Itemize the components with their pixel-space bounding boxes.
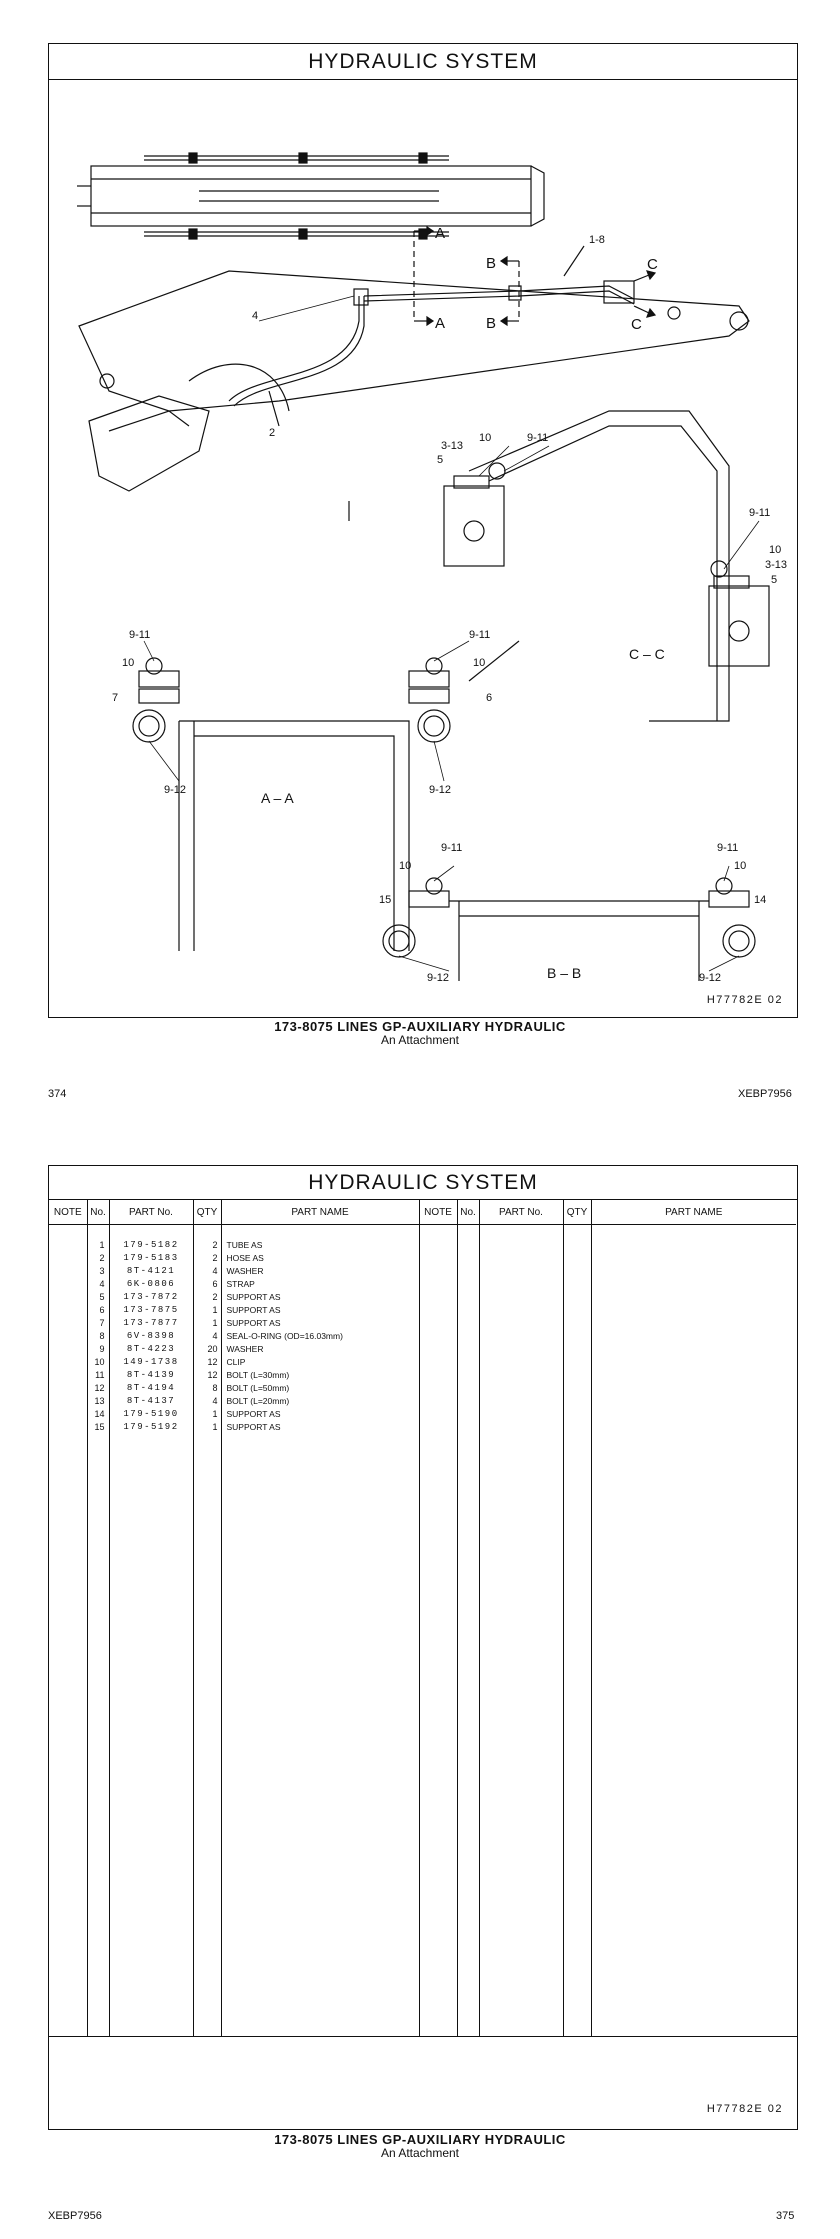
part-name: SEAL-O-RING (OD=16.03mm) [221,1330,419,1343]
table-row [49,1382,796,1395]
part-qty: 1 [193,1421,221,1434]
part-number-index: 11 [87,1369,109,1382]
section-a-bottom: A [435,315,446,332]
callout-4: 4 [252,310,259,322]
label-section-cc: C – C [629,646,665,662]
part-qty: 1 [193,1304,221,1317]
drawing-code: H77782E 02 [706,2103,783,2115]
table-row [49,1408,796,1421]
label-section-bb: B – B [547,965,582,981]
drawing-code: H77782E 02 [706,994,783,1006]
part-qty: 2 [193,1252,221,1265]
part-qty: 1 [193,1408,221,1421]
part-number-index: 3 [87,1265,109,1278]
section-b-bottom: B [486,315,497,332]
col-part-no: PART No. [109,1200,193,1225]
table-row [49,1225,796,1253]
col-no-2: No. [457,1200,479,1225]
part-number-index: 10 [87,1356,109,1369]
table-row [49,1395,796,1408]
table-row [49,1265,796,1278]
callout-aa-9-12: 9-12 [164,784,187,796]
part-number-index: 6 [87,1304,109,1317]
table-row [49,1369,796,1382]
part-number: 179-5183 [109,1252,193,1265]
hydraulic-lines-drawing [49,81,797,981]
callout-bb-9-12: 9-12 [427,972,450,981]
callout-bb-r-9-11: 9-11 [717,842,739,854]
callout-bb-10: 10 [399,860,412,872]
part-name: SUPPORT AS [221,1317,419,1330]
part-number: 6K-0806 [109,1278,193,1291]
part-number-index: 13 [87,1395,109,1408]
col-qty: QTY [193,1200,221,1225]
part-number-index: 15 [87,1421,109,1434]
table-row [49,1304,796,1317]
part-number: 179-5190 [109,1408,193,1421]
part-number: 173-7875 [109,1304,193,1317]
part-name: HOSE AS [221,1252,419,1265]
part-number: 6V-8398 [109,1330,193,1343]
part-qty: 4 [193,1330,221,1343]
col-part-no-2: PART No. [479,1200,563,1225]
caption-title: 173-8075 LINES GP-AUXILIARY HYDRAULIC [274,1019,566,1034]
part-number: 173-7877 [109,1317,193,1330]
page-number-left: 374 [48,1088,67,1100]
detail-cc [444,411,769,721]
callout-cc-9-11: 9-11 [527,432,549,444]
callout-cc-r-5: 5 [771,574,778,586]
part-name: SUPPORT AS [221,1408,419,1421]
doc-number-left: XEBP7956 [48,2210,102,2222]
callout-cc-10: 10 [479,432,492,444]
part-name: STRAP [221,1278,419,1291]
part-name: SUPPORT AS [221,1421,419,1434]
col-part-name: PART NAME [221,1200,419,1225]
callout-cc-3-13: 3-13 [441,440,464,452]
part-number: 8T-4139 [109,1369,193,1382]
col-qty-2: QTY [563,1200,591,1225]
part-number: 8T-4194 [109,1382,193,1395]
callout-1-8: 1-8 [589,234,605,246]
part-number-index: 1 [87,1225,109,1253]
part-name: BOLT (L=50mm) [221,1382,419,1395]
col-note: NOTE [49,1200,87,1225]
part-name: BOLT (L=30mm) [221,1369,419,1382]
part-number-index: 8 [87,1330,109,1343]
parts-table [49,1200,796,2036]
part-name: WASHER [221,1343,419,1356]
part-name: SUPPORT AS [221,1291,419,1304]
callout-cc-r-9-11: 9-11 [749,507,771,519]
part-number-index: 7 [87,1317,109,1330]
part-qty: 20 [193,1343,221,1356]
part-name: TUBE AS [221,1225,419,1253]
section-b-top: B [486,255,497,272]
callout-aa-r-9-11: 9-11 [469,629,491,641]
table-filler-row [49,1434,796,2036]
col-note-2: NOTE [419,1200,457,1225]
part-qty: 12 [193,1369,221,1382]
callout-cc-5: 5 [437,454,444,466]
table-row [49,1252,796,1265]
part-number: 8T-4223 [109,1343,193,1356]
section-c-top: C [647,256,658,273]
callout-bb-r-10: 10 [734,860,747,872]
callout-bb-9-11: 9-11 [441,842,463,854]
callout-cc-r-3-13: 3-13 [765,559,788,571]
part-name: CLIP [221,1356,419,1369]
part-number-index: 2 [87,1252,109,1265]
callout-aa-r-9-12: 9-12 [429,784,452,796]
stick-top-view [77,153,544,239]
callout-bb-15: 15 [379,894,392,906]
table-row [49,1317,796,1330]
section-a-top: A [435,225,446,242]
callout-cc-r-10: 10 [769,544,782,556]
part-number-index: 4 [87,1278,109,1291]
doc-number-right: XEBP7956 [738,1088,792,1100]
col-no: No. [87,1200,109,1225]
label-section-aa: A – A [261,790,294,806]
callouts [112,225,787,981]
page-number-right: 375 [776,2210,795,2222]
leader-lines [144,296,759,971]
part-number-index: 12 [87,1382,109,1395]
table-header-row [49,1200,796,1225]
caption-subtitle: An Attachment [380,2146,460,2160]
callout-bb-r-9-12: 9-12 [699,972,722,981]
part-number-index: 9 [87,1343,109,1356]
callout-aa-r-6: 6 [486,692,493,704]
table-row [49,1291,796,1304]
caption-title: 173-8075 LINES GP-AUXILIARY HYDRAULIC [274,2132,566,2147]
table-row [49,1421,796,1434]
page-caption [0,1020,840,1047]
part-qty: 2 [193,1291,221,1304]
callout-2: 2 [269,427,276,439]
callout-aa-r-10: 10 [473,657,486,669]
part-number-index: 14 [87,1408,109,1421]
callout-aa-9-11: 9-11 [129,629,151,641]
part-number: 149-1738 [109,1356,193,1369]
part-qty: 2 [193,1225,221,1253]
callout-aa-7: 7 [112,692,119,704]
caption-subtitle: An Attachment [380,1033,460,1047]
part-number: 8T-4137 [109,1395,193,1408]
part-number: 8T-4121 [109,1265,193,1278]
illustration-frame [48,43,798,1018]
part-number: 179-5192 [109,1421,193,1434]
page-title: HYDRAULIC SYSTEM [308,50,538,73]
table-row [49,1278,796,1291]
part-name: SUPPORT AS [221,1304,419,1317]
part-qty: 4 [193,1265,221,1278]
footer-divider [49,2036,797,2037]
title-divider [49,79,797,80]
part-name: BOLT (L=20mm) [221,1395,419,1408]
part-name: WASHER [221,1265,419,1278]
part-number: 179-5182 [109,1225,193,1253]
section-c-bottom: C [631,316,642,333]
parts-list-frame [48,1165,798,2130]
table-row [49,1356,796,1369]
page-caption [0,2133,840,2160]
callout-bb-r-14: 14 [754,894,767,906]
col-part-name-2: PART NAME [591,1200,796,1225]
parts-page-title: HYDRAULIC SYSTEM [308,1171,538,1194]
part-qty: 8 [193,1382,221,1395]
part-qty: 4 [193,1395,221,1408]
part-qty: 1 [193,1317,221,1330]
part-qty: 12 [193,1356,221,1369]
table-row [49,1343,796,1356]
part-number: 173-7872 [109,1291,193,1304]
table-row [49,1330,796,1343]
part-qty: 6 [193,1278,221,1291]
part-number-index: 5 [87,1291,109,1304]
callout-aa-10: 10 [122,657,135,669]
